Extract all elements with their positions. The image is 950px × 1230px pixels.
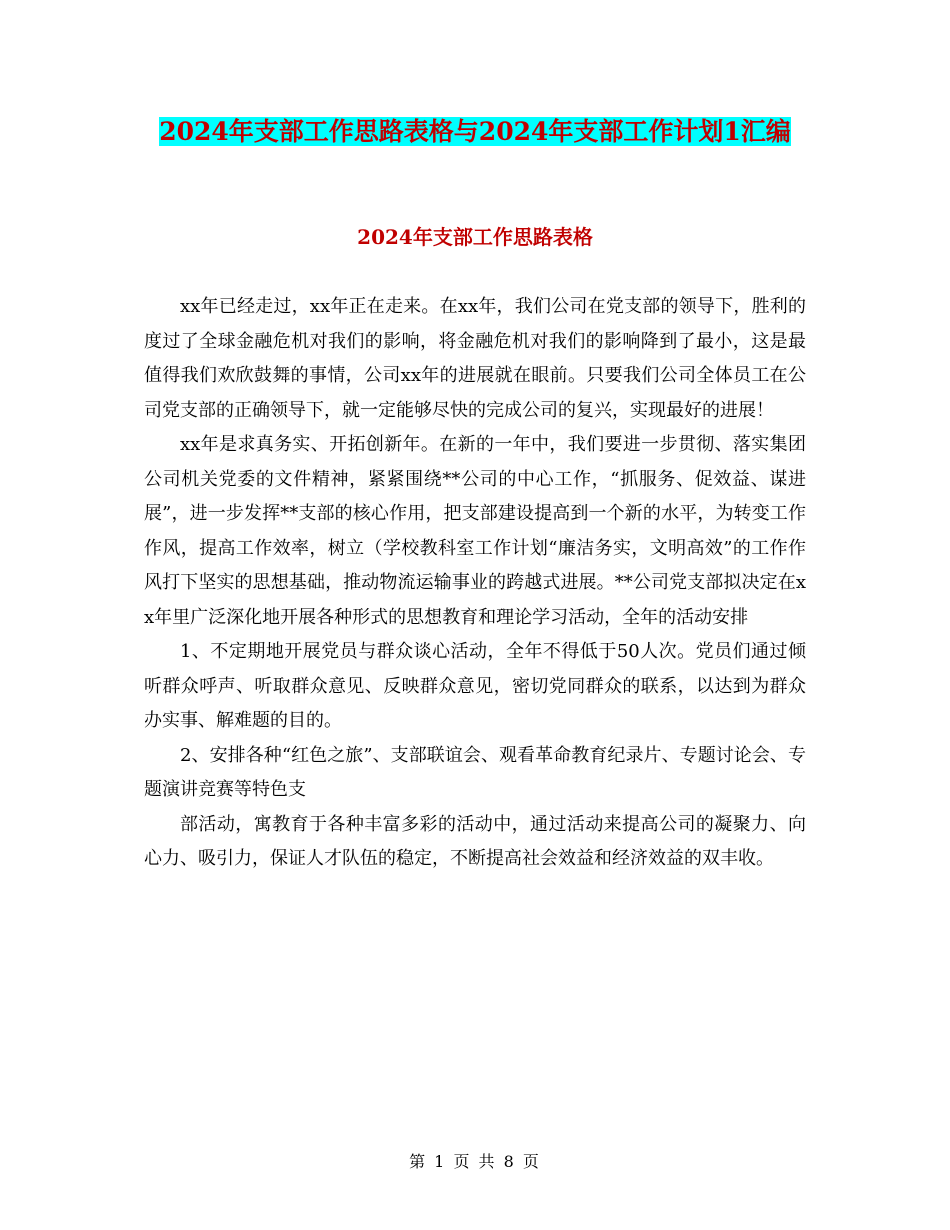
paragraph-item-2-cont: 部活动，寓教育于各种丰富多彩的活动中，通过活动来提高公司的凝聚力、向心力、吸引力，保证人才队伍的稳定，不断提高社会效益和经济效益的双丰收。 xyxy=(144,813,806,869)
document-title-text: 2024年支部工作思路表格与2024年支部工作计划1汇编 xyxy=(159,117,791,146)
paragraph-item-2: 2、安排各种“红色之旅”、支部联谊会、观看革命教育纪录片、专题讨论会、专题演讲竞赛等特色支 xyxy=(144,744,806,800)
paragraph-plan: xx年是求真务实、开拓创新年。在新的一年中，我们要进一步贯彻、落实集团公司机关党委的文件精神，紧紧围绕**公司的中心工作，“抓服务、促效益、谋进展”，进一步发挥**支部的核心作用，把支部建设提高到一个新的水平，为转变工作作风，提高工作效率，树立（学校教科室工作计划“廉洁务实，文明高效”的工作作风打下坚实的思想基础，推动物流运输事业的跨越式进展。**公司党支部拟决定在xx年里广泛深化地开展各种形式的思想教育和理论学习活动，全年的活动安排 xyxy=(144,434,806,628)
document-body xyxy=(144,290,806,877)
section-title: 2024年支部工作思路表格 xyxy=(357,225,593,249)
page-footer: 第 1 页 共 8 页 xyxy=(409,1152,541,1171)
paragraph-intro: xx年已经走过，xx年正在走来。在xx年，我们公司在党支部的领导下，胜利的度过了全球金融危机对我们的影响，将金融危机对我们的影响降到了最小，这是最值得我们欢欣鼓舞的事情，公司xx年的进展就在眼前。只要我们公司全体员工在公司党支部的正确领导下，就一定能够尽快的完成公司的复兴，实现最好的进展！ xyxy=(144,296,806,421)
document-title xyxy=(144,110,806,154)
paragraph-item-1: 1、不定期地开展党员与群众谈心活动，全年不得低于50人次。党员们通过倾听群众呼声、听取群众意见、反映群众意见，密切党同群众的联系，以达到为群众办实事、解难题的目的。 xyxy=(144,641,806,731)
